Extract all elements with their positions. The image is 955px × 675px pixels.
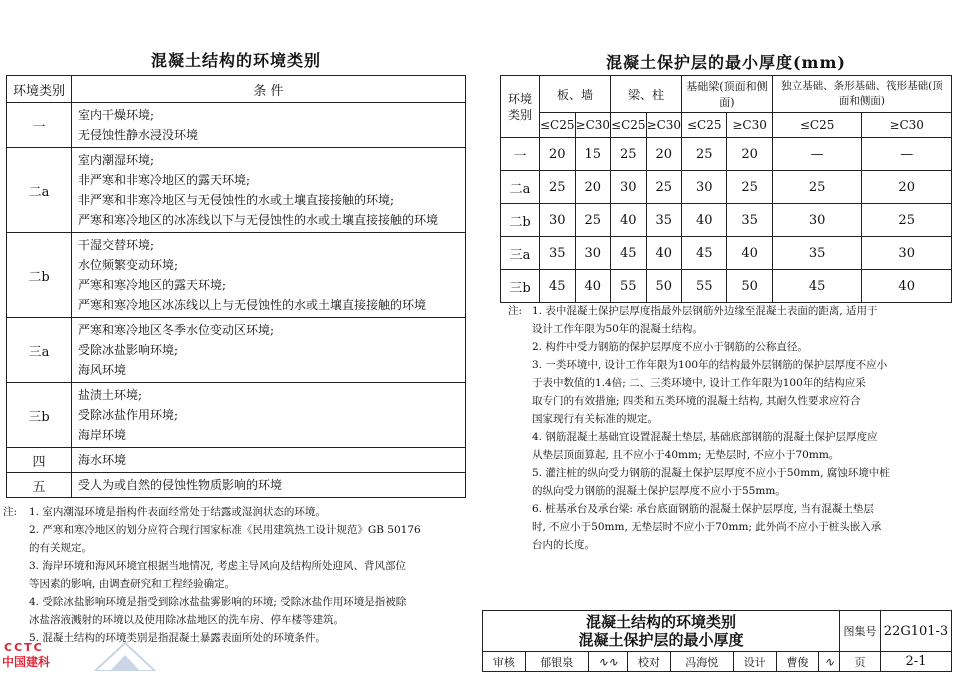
grade-subheader: ≥C30 bbox=[575, 113, 611, 138]
condition-line: 室内干燥环境; bbox=[78, 108, 155, 122]
condition-line: 严寒和寒冷地区的冰冻线以下与无侵蚀性的水或土壤直接接触的环境 bbox=[78, 213, 439, 227]
header-slab-wall: 板、墙 bbox=[540, 76, 611, 113]
grade-subheader: ≥C30 bbox=[646, 113, 682, 138]
title-block-title1: 混凝土结构的环境类别 bbox=[585, 613, 736, 631]
reviewer-name: 郁银泉 bbox=[525, 652, 588, 672]
env-notes-label: 注: bbox=[3, 506, 18, 518]
cover-value-cell: 35 bbox=[727, 204, 772, 237]
table-header-row bbox=[7, 76, 466, 103]
logo-watermark bbox=[90, 641, 160, 671]
env-condition-cell bbox=[72, 103, 466, 148]
env-category-cell: 三b bbox=[501, 270, 540, 303]
cover-value-cell: 50 bbox=[727, 270, 772, 303]
env-condition-cell bbox=[72, 473, 466, 498]
env-category-cell: 三b bbox=[7, 383, 72, 448]
cover-value-cell: 55 bbox=[682, 270, 727, 303]
header-isolated-foundation: 独立基础、条形基础、筏形基础(顶面和侧面) bbox=[772, 76, 951, 113]
cover-value-cell: 20 bbox=[862, 171, 952, 204]
cover-value-cell: 35 bbox=[540, 237, 576, 270]
grade-subheader: ≤C25 bbox=[540, 113, 576, 138]
cover-value-cell: 25 bbox=[682, 138, 727, 171]
grade-subheader: ≥C30 bbox=[727, 113, 772, 138]
table-row bbox=[7, 103, 466, 148]
note-line: 3. 海岸环境和海风环境宜根据当地情况, 考虑主导风向及结构所处迎风、背风部位 bbox=[29, 560, 407, 572]
table-row bbox=[7, 383, 466, 448]
review-label: 审核 bbox=[483, 652, 526, 672]
cover-value-cell: 45 bbox=[611, 237, 647, 270]
table-subheader-row bbox=[501, 113, 952, 138]
env-condition-cell bbox=[72, 448, 466, 473]
condition-line: 盐渍土环境; bbox=[78, 388, 143, 402]
title-block-title2: 混凝土保护层的最小厚度 bbox=[578, 631, 744, 649]
env-condition-cell bbox=[72, 318, 466, 383]
cover-value-cell: 40 bbox=[727, 237, 772, 270]
cover-value-cell: 25 bbox=[575, 204, 611, 237]
cover-value-cell: 40 bbox=[862, 270, 952, 303]
cover-value-cell: 30 bbox=[862, 237, 952, 270]
grade-subheader: ≤C25 bbox=[611, 113, 647, 138]
logo-text: 中国建科 bbox=[2, 655, 51, 669]
condition-line: 受除冰盐影响环境; bbox=[78, 343, 179, 357]
note-line: 时, 不应小于50mm, 无垫层时不应小于70mm; 此外尚不应小于桩头嵌入承 bbox=[532, 521, 882, 533]
title-block-titles bbox=[483, 611, 840, 652]
cover-value-cell: — bbox=[772, 138, 862, 171]
reviewer-signature: ∿∿ bbox=[588, 652, 627, 672]
env-category-cell: 二a bbox=[501, 171, 540, 204]
note-line: 等因素的影响, 由调查研究和工程经验确定。 bbox=[29, 578, 236, 590]
condition-line: 室内潮湿环境; bbox=[78, 153, 155, 167]
checker-name: 冯海悦 bbox=[670, 652, 733, 672]
condition-line: 水位频繁变动环境; bbox=[78, 258, 179, 272]
cover-value-cell: 55 bbox=[611, 270, 647, 303]
cover-value-cell: 45 bbox=[772, 270, 862, 303]
condition-line: 海岸环境 bbox=[78, 428, 127, 442]
note-line: 取专门的有效措施; 四类和五类环境的混凝土结构, 其耐久性要求应符合 bbox=[532, 395, 861, 407]
cover-value-cell: 35 bbox=[772, 237, 862, 270]
env-condition-cell bbox=[72, 233, 466, 318]
note-line: 的有关规定。 bbox=[29, 542, 92, 554]
header-env-category: 环境类别 bbox=[501, 76, 540, 138]
cover-value-cell: 25 bbox=[646, 171, 682, 204]
table-row bbox=[501, 171, 952, 204]
cover-value-cell: 20 bbox=[727, 138, 772, 171]
cover-value-cell: 25 bbox=[862, 204, 952, 237]
env-category-cell: 四 bbox=[7, 448, 72, 473]
note-line: 2. 严寒和寒冷地区的划分应符合现行国家标准《民用建筑热工设计规范》GB 50176 bbox=[29, 524, 421, 536]
condition-line: 受除冰盐作用环境; bbox=[78, 408, 179, 422]
condition-line: 无侵蚀性静水浸没环境 bbox=[78, 128, 199, 142]
note-line: 设计工作年限为50年的混凝土结构。 bbox=[532, 323, 703, 335]
condition-line: 受人为或自然的侵蚀性物质影响的环境 bbox=[78, 478, 283, 492]
header-env-category: 环境类别 bbox=[7, 76, 72, 103]
grade-subheader: ≥C30 bbox=[862, 113, 952, 138]
note-line: 国家现行有关标准的规定。 bbox=[532, 413, 658, 425]
cover-value-cell: 30 bbox=[575, 237, 611, 270]
note-line: 冰盐溶液溅射的环境以及使用除冰盐地区的洗车房、停车楼等建筑。 bbox=[29, 614, 344, 626]
atlas-number: 22G101-3 bbox=[881, 611, 952, 652]
cover-value-cell: 40 bbox=[646, 237, 682, 270]
cover-value-cell: 20 bbox=[646, 138, 682, 171]
cover-value-cell: 25 bbox=[727, 171, 772, 204]
cover-value-cell: 15 bbox=[575, 138, 611, 171]
cover-value-cell: 20 bbox=[540, 138, 576, 171]
logo-abbr: CCTC bbox=[4, 641, 44, 654]
condition-line: 严寒和寒冷地区的露天环境; bbox=[78, 278, 227, 292]
cover-value-cell: 40 bbox=[611, 204, 647, 237]
cover-value-cell: 20 bbox=[575, 171, 611, 204]
cover-value-cell: 35 bbox=[646, 204, 682, 237]
note-line: 1. 表中混凝土保护层厚度指最外层钢筋外边缘至混凝土表面的距离, 适用于 bbox=[532, 305, 878, 317]
table-row bbox=[501, 138, 952, 171]
note-line: 4. 钢筋混凝土基础宜设置混凝土垫层, 基础底部钢筋的混凝土保护层厚度应 bbox=[532, 431, 878, 443]
condition-line: 严寒和寒冷地区冬季水位变动区环境; bbox=[78, 323, 275, 337]
table-row bbox=[501, 270, 952, 303]
cover-value-cell: 40 bbox=[682, 204, 727, 237]
designer-signature: ∿ bbox=[819, 652, 840, 672]
condition-line: 海风环境 bbox=[78, 363, 127, 377]
table-row bbox=[7, 148, 466, 233]
cover-value-cell: 30 bbox=[772, 204, 862, 237]
cover-value-cell: 45 bbox=[682, 237, 727, 270]
cover-value-cell: 50 bbox=[646, 270, 682, 303]
env-category-cell: 一 bbox=[7, 103, 72, 148]
cover-table-title: 混凝土保护层的最小厚度(mm) bbox=[605, 53, 846, 72]
note-line: 于表中数值的1.4倍; 二、三类环境中, 设计工作年限为100年的结构应采 bbox=[532, 377, 866, 389]
condition-line: 干湿交替环境; bbox=[78, 238, 155, 252]
note-line: 从垫层顶面算起, 且不应小于40mm; 无垫层时, 不应小于70mm。 bbox=[532, 449, 840, 461]
header-beam-column: 梁、柱 bbox=[611, 76, 682, 113]
header-foundation-beam: 基础梁(顶面和侧面) bbox=[682, 76, 773, 113]
env-category-cell: 三a bbox=[501, 237, 540, 270]
table-header-row bbox=[501, 76, 952, 113]
table-row bbox=[7, 318, 466, 383]
env-condition-cell bbox=[72, 383, 466, 448]
note-line: 5. 混凝土结构的环境类别是指混凝土暴露表面所处的环境条件。 bbox=[29, 632, 326, 644]
cctc-logo bbox=[0, 641, 60, 671]
condition-line: 非严寒和非寒冷地区的露天环境; bbox=[78, 173, 251, 187]
cover-value-cell: 40 bbox=[575, 270, 611, 303]
cover-value-cell: 45 bbox=[540, 270, 576, 303]
grade-subheader: ≤C25 bbox=[682, 113, 727, 138]
designer-name: 曹俊 bbox=[776, 652, 819, 672]
min-cover-thickness-table bbox=[500, 75, 952, 303]
cover-value-cell: 25 bbox=[611, 138, 647, 171]
env-category-cell: 五 bbox=[7, 473, 72, 498]
env-category-cell: 二b bbox=[7, 233, 72, 318]
cover-value-cell: 30 bbox=[611, 171, 647, 204]
table-row bbox=[501, 204, 952, 237]
env-table-title: 混凝土结构的环境类别 bbox=[150, 51, 321, 70]
page-number: 2-1 bbox=[881, 652, 952, 672]
table-row bbox=[501, 237, 952, 270]
header-conditions: 条 件 bbox=[72, 76, 466, 103]
table-row bbox=[7, 233, 466, 318]
env-category-cell: 二a bbox=[7, 148, 72, 233]
condition-line: 海水环境 bbox=[78, 453, 127, 467]
cover-value-cell: — bbox=[862, 138, 952, 171]
cover-value-cell: 25 bbox=[772, 171, 862, 204]
note-line: 的纵向受力钢筋的混凝土保护层厚度不应小于55mm。 bbox=[532, 485, 786, 497]
env-category-cell: 三a bbox=[7, 318, 72, 383]
note-line: 5. 灌注桩的纵向受力钢筋的混凝土保护层厚度不应小于50mm, 腐蚀环境中桩 bbox=[532, 467, 890, 479]
note-line: 6. 桩基承台及承台梁: 承台底面钢筋的混凝土保护层厚度, 当有混凝土垫层 bbox=[532, 503, 874, 515]
check-label: 校对 bbox=[628, 652, 671, 672]
cover-value-cell: 30 bbox=[682, 171, 727, 204]
note-line: 2. 构件中受力钢筋的保护层厚度不应小于钢筋的公称直径。 bbox=[532, 341, 808, 353]
condition-line: 非严寒和非寒冷地区与无侵蚀性的水或土壤直接接触的环境; bbox=[78, 193, 395, 207]
page-label: 页 bbox=[840, 652, 881, 672]
cover-value-cell: 30 bbox=[540, 204, 576, 237]
condition-line: 严寒和寒冷地区冰冻线以上与无侵蚀性的水或土壤直接接触的环境 bbox=[78, 298, 427, 312]
drawing-title-block bbox=[482, 610, 952, 672]
note-line: 台内的长度。 bbox=[532, 539, 595, 551]
environment-category-table bbox=[6, 75, 466, 498]
table-row bbox=[7, 448, 466, 473]
note-line: 3. 一类环境中, 设计工作年限为100年的结构最外层钢筋的保护层厚度不应小 bbox=[532, 359, 888, 371]
table-row bbox=[7, 473, 466, 498]
cover-notes-label: 注: bbox=[508, 305, 523, 317]
note-line: 1. 室内潮湿环境是指构件表面经常处于结露或湿润状态的环境。 bbox=[29, 506, 326, 518]
env-condition-cell bbox=[72, 148, 466, 233]
note-line: 4. 受除冰盐影响环境是指受到除冰盐盐雾影响的环境; 受除冰盐作用环境是指被除 bbox=[29, 596, 407, 608]
env-category-cell: 二b bbox=[501, 204, 540, 237]
env-category-cell: 一 bbox=[501, 138, 540, 171]
grade-subheader: ≤C25 bbox=[772, 113, 862, 138]
cover-value-cell: 25 bbox=[540, 171, 576, 204]
design-label: 设计 bbox=[733, 652, 776, 672]
atlas-label: 图集号 bbox=[840, 611, 881, 652]
